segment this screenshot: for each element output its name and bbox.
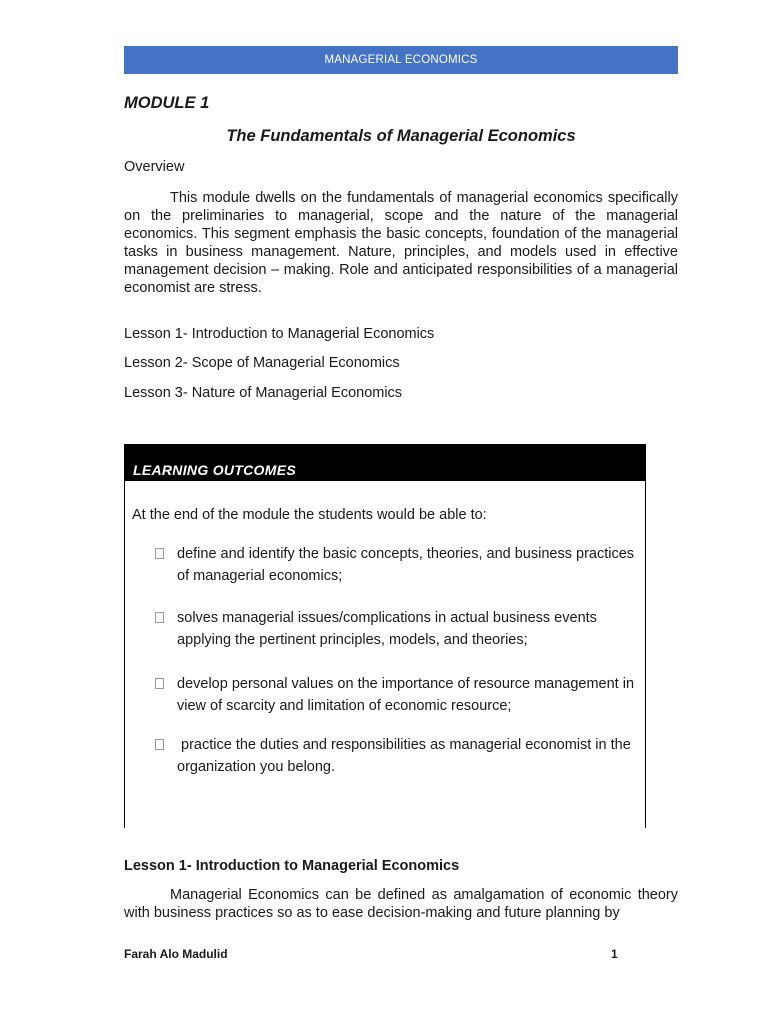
header-bar <box>124 46 678 74</box>
page-title: The Fundamentals of Managerial Economics <box>226 127 576 145</box>
lesson-list-item-1: Lesson 1- Introduction to Managerial Economics <box>124 326 435 342</box>
outcome-text: solves managerial issues/complications in actual business events applying the pertinent principles, models, and theories; <box>177 610 597 648</box>
bullet-box-icon <box>155 739 164 750</box>
outcome-text: practice the duties and responsibilities as managerial economist in the organization you belong. <box>177 737 635 775</box>
module-label: MODULE 1 <box>124 94 210 112</box>
learning-outcomes-heading: LEARNING OUTCOMES <box>125 444 645 481</box>
bullet-box-icon <box>155 678 164 689</box>
overview-heading: Overview <box>124 159 185 175</box>
lesson-1-paragraph: Managerial Economics can be defined as amalgamation of economic theory with business practices so as to ease decision-making and future planning by <box>124 887 678 921</box>
bullet-box-icon <box>155 548 164 559</box>
learning-outcomes-intro: At the end of the module the students would be able to: <box>132 507 487 523</box>
lesson-list-item-3: Lesson 3- Nature of Managerial Economics <box>124 385 403 401</box>
overview-paragraph: This module dwells on the fundamentals of managerial economics specifically on the preliminaries to managerial, scope and the nature of the managerial economics. This segment emphasis the basic concepts, foundation of the managerial tasks in business management. Nature, principles, and models used in effective management decision – making. Role and anticipated responsibilities of a managerial economist are stress. <box>124 190 678 296</box>
outcome-item-3 <box>155 673 645 717</box>
lesson-1-heading: Lesson 1- Introduction to Managerial Economics <box>124 858 460 874</box>
outcome-text: develop personal values on the importance of resource management in view of scarcity and limitation of economic resource; <box>177 676 635 714</box>
outcome-item-4 <box>155 734 645 778</box>
outcome-text: define and identify the basic concepts, theories, and business practices of managerial economics; <box>177 546 635 584</box>
lesson-list-item-2: Lesson 2- Scope of Managerial Economics <box>124 355 400 371</box>
learning-outcomes-box <box>124 444 646 828</box>
header-title: MANAGERIAL ECONOMICS <box>324 54 478 66</box>
footer-author: Farah Alo Madulid <box>124 947 228 961</box>
footer-page-number: 1 <box>611 947 618 961</box>
outcome-item-1 <box>155 543 645 587</box>
bullet-box-icon <box>155 612 164 623</box>
outcome-item-2 <box>155 607 645 651</box>
